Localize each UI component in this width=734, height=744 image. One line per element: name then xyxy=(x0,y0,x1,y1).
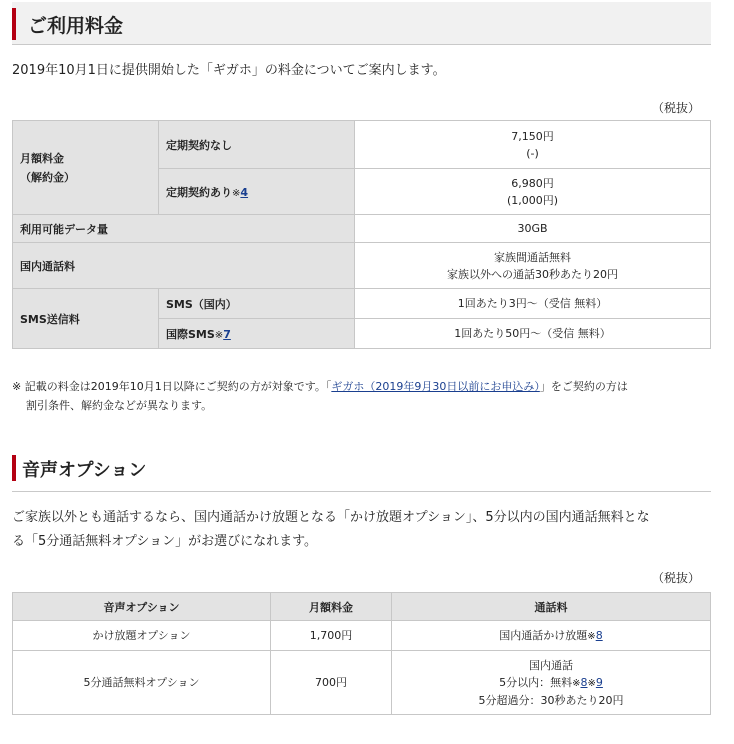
pricing-note xyxy=(0,377,734,415)
unlimited-call-text: 国内通話かけ放題 xyxy=(499,628,588,642)
contract-header xyxy=(159,169,355,215)
gigaho-legacy-link[interactable]: ギガホ（2019年9月30日以前にお申込み） xyxy=(331,380,540,393)
footnote-link-9[interactable]: 9 xyxy=(595,675,603,689)
voice-option-table xyxy=(12,592,711,715)
col-header-monthly: 月額料金 xyxy=(271,593,392,621)
option-name-unlimited: かけ放題オプション xyxy=(13,621,271,651)
footnote-mark: ※ xyxy=(232,187,241,199)
option-name-5min: 5分通話無料オプション xyxy=(13,651,271,715)
footnote-link-7[interactable]: 7 xyxy=(223,327,231,341)
footnote-mark: ※ xyxy=(587,630,596,642)
tax-note: （税抜） xyxy=(651,571,700,585)
other-call-rate: 家族以外への通話30秒あたり20円 xyxy=(447,267,618,281)
family-call-free: 家族間通話無料 xyxy=(494,250,571,264)
data-amount-header: 利用可能データ量 xyxy=(13,215,355,243)
tax-note: （税抜） xyxy=(651,101,700,115)
title-accent-bar xyxy=(12,455,16,481)
section-title-voice xyxy=(12,453,711,492)
no-contract-header: 定期契約なし xyxy=(159,121,355,169)
section-title-pricing xyxy=(12,2,711,45)
call-5min-line-1: 国内通話 xyxy=(529,658,573,672)
sms-intl-header xyxy=(159,319,355,349)
note-prefix: ※ 記載の料金は2019年10月1日以降にご契約の方が対象です。「 xyxy=(12,380,332,393)
col-header-option: 音声オプション xyxy=(13,593,271,621)
call-5min-free: 5分以内：無料 xyxy=(499,675,573,689)
contract-fee: (1,000円) xyxy=(506,193,559,207)
data-amount-value: 30GB xyxy=(355,215,711,243)
cancellation-fee-label: （解約金） xyxy=(20,170,75,184)
footnote-mark: ※ xyxy=(587,677,596,689)
no-contract-price-cell xyxy=(355,121,711,169)
call-5min-line-3: 5分超過分：30秒あたり20円 xyxy=(478,693,624,707)
footnote-link-4[interactable]: 4 xyxy=(240,185,249,199)
option-price-unlimited: 1,700円 xyxy=(271,621,392,651)
sms-intl-label: 国際SMS xyxy=(166,327,215,341)
contract-price-cell xyxy=(355,169,711,215)
monthly-fee-header xyxy=(13,121,159,215)
pricing-table xyxy=(12,120,711,349)
voice-option-section xyxy=(0,453,734,715)
voice-intro xyxy=(0,506,734,554)
option-call-unlimited xyxy=(392,621,711,651)
col-header-call: 通話料 xyxy=(392,593,711,621)
contract-price: 6,980円 xyxy=(511,176,554,190)
voice-intro-line-2: る「5分通話無料オプション」がお選びになれます。 xyxy=(12,534,318,549)
monthly-fee-label: 月額料金 xyxy=(20,151,64,165)
sms-intl-value: 1回あたり50円～（受信 無料） xyxy=(355,319,711,349)
no-contract-price: 7,150円 xyxy=(511,129,554,143)
option-price-5min: 700円 xyxy=(271,651,392,715)
no-contract-fee: (-) xyxy=(526,146,539,160)
note-suffix: 」をご契約の方は xyxy=(539,380,628,393)
footnote-mark: ※ xyxy=(214,329,224,341)
footnote-link-8[interactable]: 8 xyxy=(595,628,603,642)
contract-label: 定期契約あり xyxy=(166,185,232,199)
sms-header: SMS送信料 xyxy=(13,289,159,349)
section-title-text: ご利用料金 xyxy=(28,15,124,37)
footnote-link-8[interactable]: 8 xyxy=(580,675,588,689)
sms-domestic-value: 1回あたり3円～（受信 無料） xyxy=(355,289,711,319)
sms-domestic-header: SMS（国内） xyxy=(159,289,355,319)
note-line-2: 割引条件、解約金などが異なります。 xyxy=(26,399,213,412)
call-5min-line-2 xyxy=(392,674,710,692)
domestic-call-cell xyxy=(355,243,711,289)
footnote-mark: ※ xyxy=(572,677,581,689)
pricing-intro: 2019年10月1日に提供開始した「ギガホ」の料金についてご案内します。 xyxy=(12,63,446,78)
title-accent-bar xyxy=(12,8,16,40)
option-call-5min xyxy=(392,651,711,715)
note-line-1 xyxy=(0,377,712,396)
voice-intro-line-1: ご家族以外とも通話するなら、国内通話かけ放題となる「かけ放題オプション」、5分以内の国内通話無料とな xyxy=(12,510,650,525)
domestic-call-header: 国内通話料 xyxy=(13,243,355,289)
section-title-text: 音声オプション xyxy=(22,460,147,481)
